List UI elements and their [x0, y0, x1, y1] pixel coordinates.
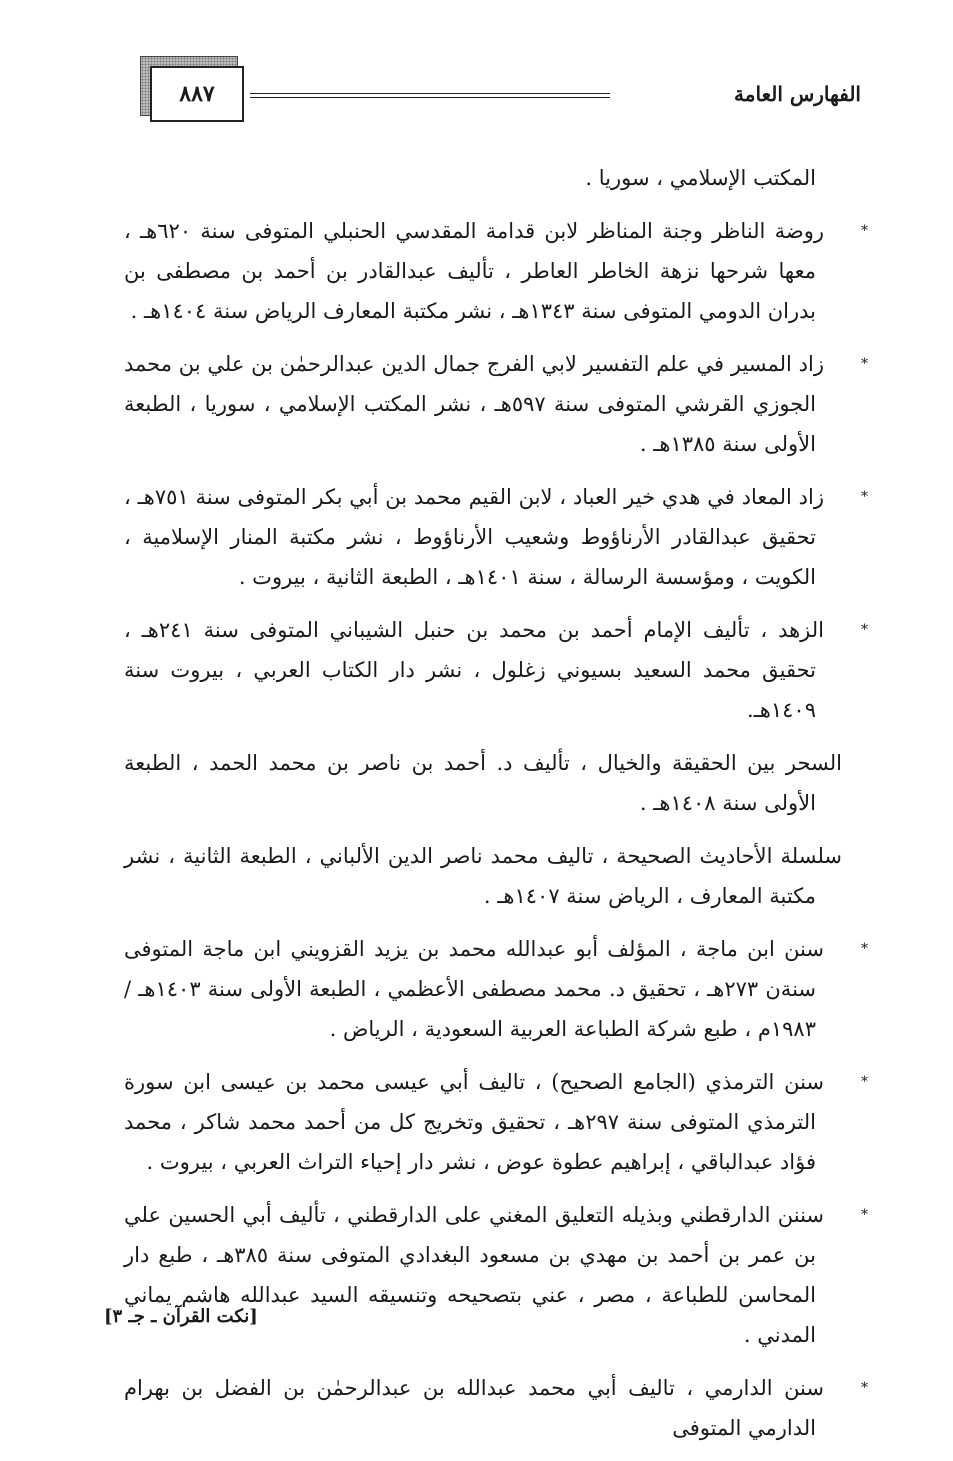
asterisk-icon: * [861, 356, 868, 372]
index-entry [124, 1062, 868, 1182]
index-entry [124, 344, 868, 464]
index-entry [124, 477, 868, 597]
page-number: ٨٨٧ [179, 81, 215, 107]
asterisk-icon: * [861, 1207, 868, 1223]
index-entry [124, 929, 868, 1049]
volume-footer: [نكت القرآن ـ جـ ٣] [104, 1306, 258, 1327]
page-number-box [150, 66, 244, 122]
asterisk-icon: * [861, 1074, 868, 1090]
entry-text: روضة الناظر وجنة المناظر لابن قدامة المقدسي الحنبلي المتوفى سنة ٦٢٠هـ ، معها شرحها نزهة الخاطر العاطر ، تأليف عبدالقادر بن أحمد بن مصطفى بن بدران الدومي المتوفى سنة ١٣٤٣هـ ، نشر مكتبة المعارف الرياض سنة ١٤٠٤هـ . [124, 219, 824, 323]
asterisk-icon: * [861, 1380, 868, 1396]
index-entry-continuation [124, 158, 842, 198]
entry-text: سلسلة الأحاديث الصحيحة ، تاليف محمد ناصر الدين الألباني ، الطبعة الثانية ، نشر مكتبة المعارف ، الرياض سنة ١٤٠٧هـ . [124, 844, 842, 908]
asterisk-icon: * [861, 489, 868, 505]
index-entries [124, 158, 868, 1461]
entry-text: سننن الدارقطني وبذيله التعليق المغني على الدارقطني ، تأليف أبي الحسين علي بن عمر بن أحمد بن مهدي بن مسعود البغدادي المتوفى سنة ٣٨٥هـ ، طبع دار المحاسن للطباعة ، مصر ، عني بتصحيحه وتنسيقه السيد عبدالله هاشم يماني المدني . [124, 1203, 824, 1347]
index-entry [124, 1195, 868, 1355]
entry-text: الزهد ، تأليف الإمام أحمد بن محمد بن حنبل الشيباني المتوفى سنة ٢٤١هـ ، تحقيق محمد السعيد بسيوني زغلول ، نشر دار الكتاب العربي ، بيروت سنة ١٤٠٩هـ. [124, 618, 824, 722]
running-header-title: الفهارس العامة [734, 82, 861, 106]
index-entry [124, 1368, 868, 1448]
index-entry [124, 211, 868, 331]
asterisk-icon: * [861, 941, 868, 957]
entry-text: المكتب الإسلامي ، سوريا . [585, 166, 816, 190]
index-entry [124, 836, 842, 916]
entry-text: السحر بين الحقيقة والخيال ، تأليف د. أحمد بن ناصر بن محمد الحمد ، الطبعة الأولى سنة ١٤٠٨هـ . [124, 751, 842, 815]
entry-text: سنن الترمذي (الجامع الصحيح) ، تاليف أبي عيسى محمد بن عيسى ابن سورة الترمذي المتوفى سنة ٢٩٧هـ ، تحقيق وتخريج كل من أحمد محمد شاكر ، محمد فؤاد عبدالباقي ، إبراهيم عطوة عوض ، نشر دار إحياء التراث العربي ، بيروت . [124, 1070, 824, 1174]
index-entry [124, 610, 868, 730]
entry-text: زاد المعاد في هدي خير العباد ، لابن القيم محمد بن أبي بكر المتوفى سنة ٧٥١هـ ، تحقيق عبدالقادر الأرناؤوط وشعيب الأرناؤوط ، نشر مكتبة المنار الإسلامية ، الكويت ، ومؤسسة الرسالة ، سنة ١٤٠١هـ ، الطبعة الثانية ، بيروت . [124, 485, 824, 589]
entry-text: سنن ابن ماجة ، المؤلف أبو عبدالله محمد بن يزيد القزويني ابن ماجة المتوفى سنةن ٢٧٣هـ ، تحقيق د. محمد مصطفى الأعظمي ، الطبعة الأولى سنة ١٤٠٣هـ /١٩٨٣م ، طبع شركة الطباعة العربية السعودية ، الرياض . [124, 937, 824, 1041]
asterisk-icon: * [861, 223, 868, 239]
index-entry [124, 743, 842, 823]
asterisk-icon: * [861, 622, 868, 638]
entry-text: سنن الدارمي ، تاليف أبي محمد عبدالله بن عبدالرحمٰن بن الفضل بن بهرام الدارمي المتوفى [124, 1376, 824, 1440]
header-rule [250, 93, 610, 98]
entry-text: زاد المسير في علم التفسير لابي الفرج جمال الدين عبدالرحمٰن بن علي بن محمد الجوزي القرشي المتوفى سنة ٥٩٧هـ ، نشر المكتب الإسلامي ، سوريا ، الطبعة الأولى سنة ١٣٨٥هـ . [124, 352, 824, 456]
